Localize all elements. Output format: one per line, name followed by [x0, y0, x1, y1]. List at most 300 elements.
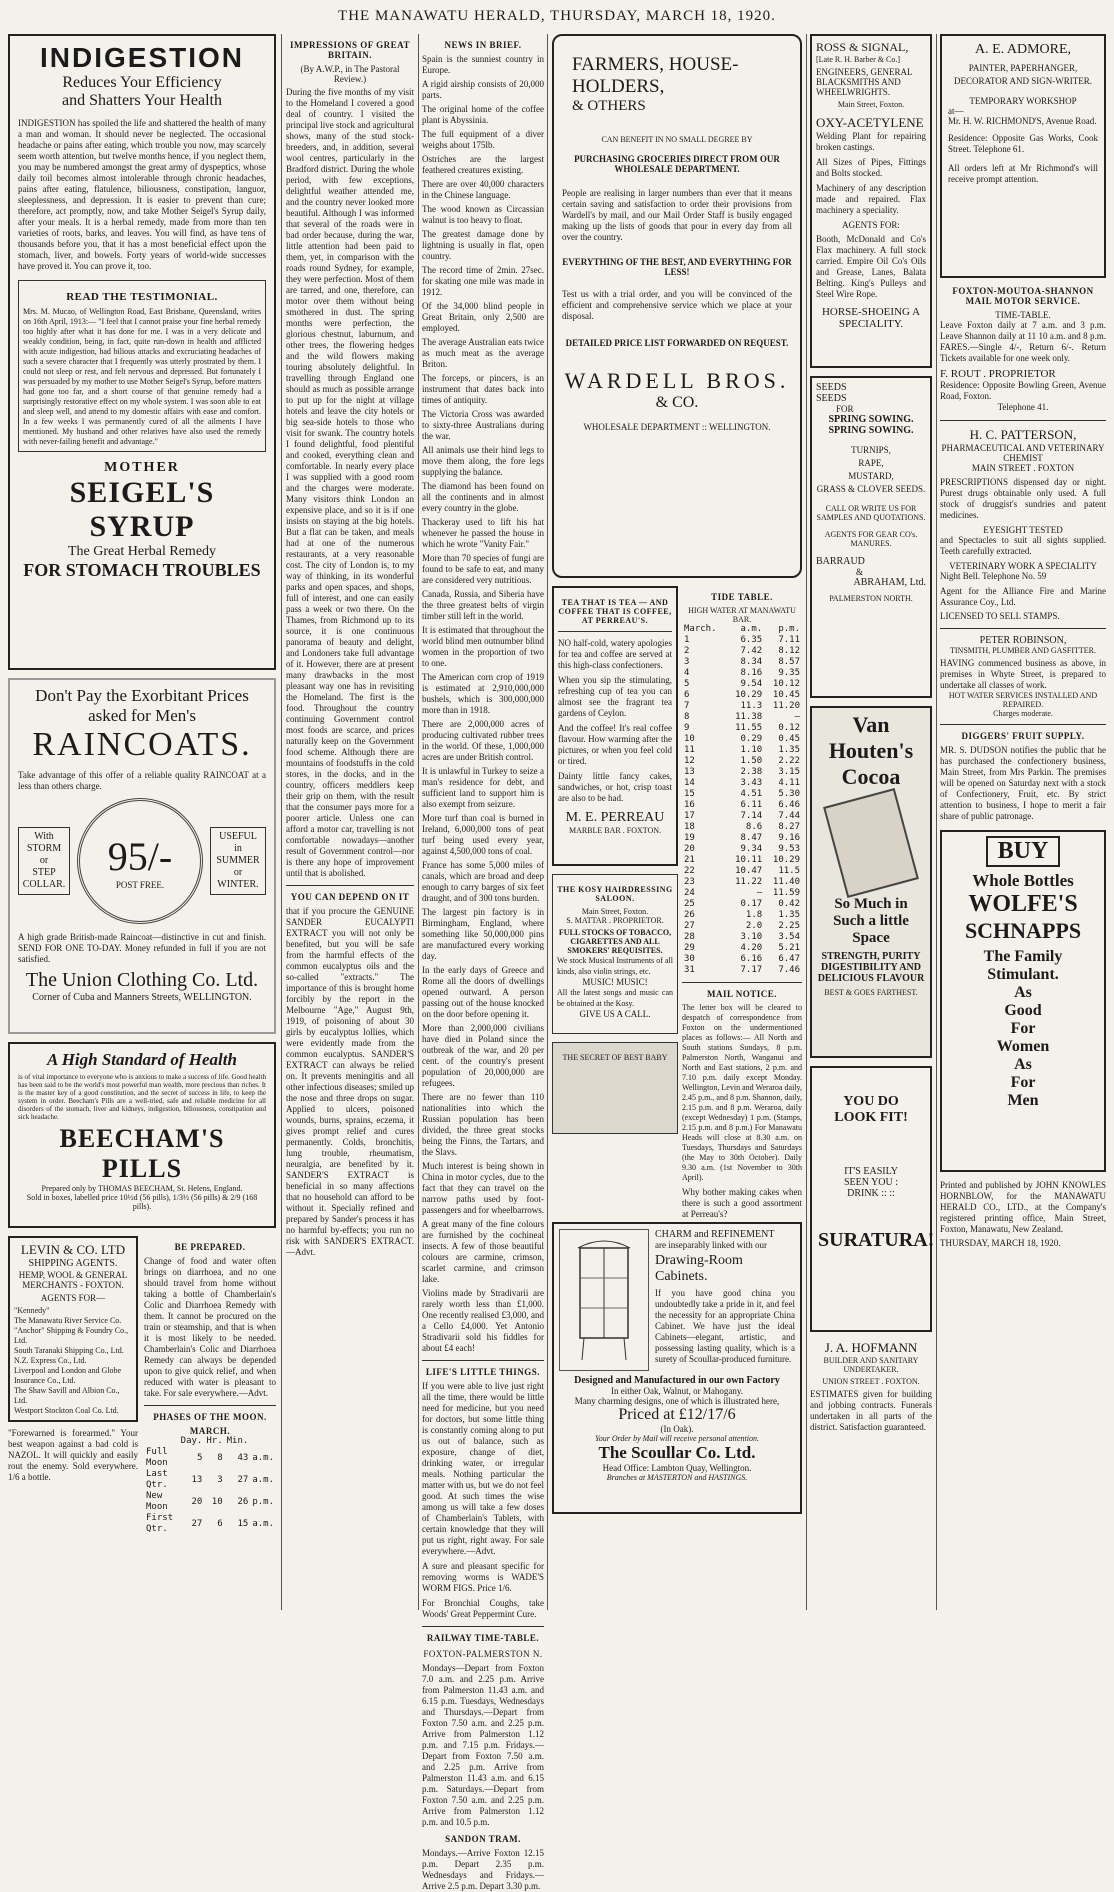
brand-name: Houten's — [828, 738, 914, 763]
brand-name: SEIGEL'S SYRUP — [69, 476, 215, 543]
table-row: 10 0.29 0.45 — [684, 734, 800, 744]
news-item: The greatest damage done by lightning is usually in flat, open country. — [422, 229, 544, 261]
company-role: SHIPPING AGENTS. — [28, 1258, 118, 1269]
ad-body: ESTIMATES given for building and jobbing contracts. Funerals undertaken in all parts of the district. Satisfaction guaranteed. — [810, 1389, 932, 1432]
agent-item: The Manawatu River Service Co. — [14, 1316, 122, 1325]
ad-text: PURCHASING GROCERIES DIRECT FROM OUR WHOLESALE DEPARTMENT. — [574, 154, 780, 174]
ad-body: Welding Plant for repairing broken castings. — [816, 131, 926, 152]
table-row: 26 1.8 1.35 — [684, 910, 800, 920]
ad-body: Test us with a trial order, and you will be convinced of the efficient and comprehensive service which we place at your disposal. — [562, 289, 792, 321]
company-name: LEVIN & CO. LTD — [20, 1242, 126, 1257]
news-item: All animals use their hind legs to move them along, the fore legs supplying the balance. — [422, 445, 544, 477]
table-row: 18 8.6 8.27 — [684, 822, 800, 832]
ad-text: Main Street, Foxton. — [837, 100, 905, 109]
article-body: Mondays.—Arrive Foxton 12.15 p.m. Depart 2.35 p.m. Wednesdays and Fridays.—Arrive 2.5 p.m. Depart 3.30 p.m. — [422, 1848, 544, 1891]
company-name: A. E. ADMORE, — [974, 42, 1072, 57]
ad-text: Mr. H. W. RICHMOND'S, Avenue Road. — [948, 116, 1097, 126]
table-row: 1 6.35 7.11 — [684, 635, 800, 645]
ad-title: FOXTON-MOUTOA-SHANNON MAIL MOTOR SERVICE. — [952, 286, 1094, 306]
daisy-ad — [552, 1042, 678, 1134]
ad-text: AGENTS FOR: — [842, 220, 900, 230]
ad-line: The Family — [983, 948, 1063, 965]
table-row: 16 6.11 6.46 — [684, 800, 800, 810]
cocoa-tin-icon — [823, 788, 919, 898]
company-name: PETER ROBINSON, — [979, 635, 1067, 646]
ad-line: Reduces Your Efficiency — [62, 74, 222, 91]
ad-text: CAN BENEFIT IN NO SMALL DEGREE BY — [601, 135, 753, 144]
agent-item: The Shaw Savill and Albion Co., Ltd. — [14, 1386, 120, 1405]
column-6 — [810, 34, 935, 1610]
table-row: 25 0.17 0.42 — [684, 899, 800, 909]
column-rule — [547, 34, 548, 1610]
ad-text: Residence: Opposite Gas Works, Cook Street. Telephone 61. — [948, 133, 1098, 154]
ad-text: Your Order by Mail will receive personal attention. — [595, 1434, 759, 1443]
seed-item: GRASS & CLOVER SEEDS. — [816, 484, 926, 494]
news-item: Violins made by Stradivarii are rarely worth less than £1,000. One recently realised £3,000, and a Cello £4,000. Yet Antonio Stradivarii sold his fiddles for about £4 each! — [422, 1288, 544, 1353]
article-title: YOU CAN DEPEND ON IT — [290, 892, 410, 902]
notice: A sure and pleasant specific for removing worms is WADE'S WORM FIGS. Price 1/6. — [422, 1561, 544, 1593]
ad-title: OXY-ACETYLENE — [816, 115, 924, 130]
feature-line: USEFUL — [219, 831, 257, 842]
ad-line: DRINK :: :: — [847, 1188, 895, 1199]
ad-text: [Late R. H. Barber & Co.] — [816, 55, 900, 64]
table-header: p.m. — [778, 624, 800, 634]
masthead: THE MANAWATU HERALD, THURSDAY, MARCH 18, 1920. — [338, 8, 776, 24]
ad-text: LICENSED TO SELL STAMPS. — [940, 611, 1060, 621]
table-row: 14 3.43 4.11 — [684, 778, 800, 788]
table-row: 19 8.47 9.16 — [684, 833, 800, 843]
feature-line: in — [234, 843, 242, 854]
table-row: 6 10.29 10.45 — [684, 690, 800, 700]
brand-line: The Great Herbal Remedy — [67, 544, 217, 559]
ad-text: SEEDS — [816, 382, 847, 393]
company-name: BARRAUD — [816, 556, 865, 567]
ad-text: SPRING SOWING. — [828, 425, 914, 436]
news-item: The forceps, or pincers, is an instrument that dates back into times of antiquity. — [422, 373, 544, 405]
brand-name: SURATURA! — [818, 1229, 935, 1251]
sold-in: Sold in boxes, labelled price 10½d (56 pills), 1/3½ (56 pills) & 2/9 (168 pills). — [26, 1193, 258, 1211]
table-row: 29 4.20 5.21 — [684, 943, 800, 953]
news-item: A rigid airship consists of 20,000 parts. — [422, 79, 544, 100]
column-4-5 — [552, 34, 802, 1610]
brand-line: MOTHER — [104, 460, 180, 475]
table-row: First Qtr. 27 6 15 a.m. — [146, 1513, 274, 1534]
ad-text: THE SECRET OF BEST BABY — [562, 1053, 668, 1062]
ad-title: A High Standard of Health — [47, 1050, 237, 1069]
company-name: WARDELL BROS. — [564, 368, 790, 393]
company-name: M. E. PERREAU — [565, 810, 665, 825]
raincoats-ad — [8, 678, 276, 1034]
ad-text: are inseparably linked with our — [655, 1240, 767, 1250]
ad-body: NO half-cold, watery apologies for tea and coffee are served at this high-class confectioners. — [558, 638, 672, 670]
brand-name: Van — [852, 712, 890, 737]
news-item: A great many of the fine colours are furnished by the cochineal insects. A few of those beautiful colours are carmine, crimson, scarlet carmine, and crimson lake. — [422, 1219, 544, 1284]
ad-text: MUSIC! MUSIC! — [582, 977, 648, 987]
column-rule — [806, 34, 807, 1610]
ad-text: In either Oak, Walnut, or Mahogany. — [611, 1386, 743, 1396]
news-item: It is unlawful in Turkey to seize a man's residence for debt, and sufficient land to support him is also exempt from seizure. — [422, 766, 544, 809]
ad-line: YOU DO — [843, 1094, 899, 1109]
seed-item: RAPE, — [858, 458, 884, 468]
agent-item: N.Z. Express Co., Ltd. — [14, 1356, 87, 1365]
company-name: ROSS & SIGNAL, — [816, 40, 909, 54]
table-row: 13 2.38 3.15 — [684, 767, 800, 777]
news-item: The average Australian eats twice as much meat as the average Briton. — [422, 337, 544, 369]
news-item: The American corn crop of 1919 is estimated at 2,910,000,000 bushels, which is 300,000,000 more than in 1918. — [422, 672, 544, 715]
ad-text: STRENGTH, PURITY DIGESTIBILITY AND DELICIOUS FLAVOUR — [817, 951, 925, 984]
ad-line: Stimulant. — [987, 966, 1059, 983]
news-item: Ostriches are the largest feathered creatures existing. — [422, 154, 544, 175]
table-row: 30 6.16 6.47 — [684, 954, 800, 964]
article-body: Change of food and water often brings on diarrhoea, and no one should travel from home without taking a bottle of Chamberlain's Colic and Diarrhoea Remedy with them. It cannot be procured on the train or steamship, and that is when it is most likely to be needed. Chamberlain's Colic and Diarrhoea Remedy can always be depended upon to give quick relief, and when reduced with water is pleasant to take. For sale everywhere.—Advt. — [144, 1256, 276, 1398]
ad-line: HOLDERS, — [572, 76, 665, 97]
brand-name: BEECHAM'S PILLS — [59, 1124, 225, 1183]
seeds-ad — [810, 376, 932, 698]
levin-ad — [8, 1236, 138, 1422]
news-item: Thackeray used to lift his hat whenever he passed the house in which he wrote "Vanity Fair." — [422, 517, 544, 549]
agents-heading: AGENTS FOR— — [40, 1293, 106, 1303]
feature-line: STEP — [32, 867, 56, 878]
ad-body: and Spectacles to suit all sights supplied. Teeth carefully extracted. — [940, 535, 1106, 556]
ad-text: Telephone 41. — [997, 402, 1049, 412]
mail-notice: The letter box will be cleared to despatch of correspondence from Foxton on the undermentioned places as follows:— All North and South stations Sundays, 8 p.m. Palmerston North, Wanganui and North and East stations, 2 p.m. and 7.10 p.m. daily except Monday. Wellington, Levin and Weraroa daily, 2.45 p.m., and 8 p.m. Shannon, daily, 2.15 p.m. and 8 p.m. Weraroa, daily (except Wednesday) 1 p.m. (Stamps, 2.15 p.m. and 8 p.m.) For Manawatu Heads will close at 8.30 a.m. on Tuesdays, Thursdays and Saturdays (the May to 30th October). Daily 9.30 a.m. (1st November to 30th April). — [682, 1003, 802, 1182]
beecham-ad — [8, 1042, 276, 1228]
ad-body: Booth, McDonald and Co's Flax machinery. A full stock carried. Empire Oil Co's Oils and Grease, Lanes, Balata Belting. King's Pulleys and Steel Wire Rope. — [816, 234, 926, 299]
admore-ad — [940, 34, 1106, 278]
ad-text: So Much in — [834, 896, 908, 912]
ad-text: AGENTS FOR GEAR CO's. MANURES. — [824, 530, 918, 548]
ad-body: When you sip the stimulating, refreshing cup of tea you can almost see the fragrant tea gardens of Ceylon. — [558, 675, 672, 718]
feature-line: WINTER. — [217, 879, 259, 890]
ross-signal-ad — [810, 34, 932, 368]
table-row: 27 2.0 2.25 — [684, 921, 800, 931]
ad-line: asked for Men's — [88, 706, 196, 725]
company-address: PALMERSTON NORTH. — [829, 594, 913, 603]
ad-title: TEA THAT IS TEA — AND COFFEE THAT IS COFFEE, AT PERREAU'S. — [558, 598, 672, 625]
ad-body: If you have good china you undoubtedly take a pride in it, and feel the necessity for an appropriate China Cabinet. We have just the ideal Cabinets—elegant, artistic, and possessing lasting quality, which is a surety of Scoullar-produced furniture. — [655, 1288, 795, 1364]
column-rule — [936, 34, 937, 1610]
feature-line: SUMMER — [216, 855, 260, 866]
company-address: MAIN STREET . FOXTON — [971, 463, 1075, 473]
perreau-ad — [552, 586, 678, 866]
ad-text: CHARM and REFINEMENT — [655, 1229, 775, 1240]
diggers-ad — [940, 731, 1106, 822]
ad-text: at— — [948, 106, 964, 116]
section-title: BE PREPARED. — [174, 1242, 246, 1252]
ad-line: LOOK FIT! — [834, 1110, 908, 1125]
column-3 — [422, 34, 544, 1891]
scoullar-ad — [552, 1222, 802, 1514]
ad-line: Women — [996, 1038, 1050, 1055]
ad-text: All the latest songs and music can be obtained at the Kosy. — [557, 988, 673, 1008]
testimonial-heading: READ THE TESTIMONIAL. — [66, 291, 218, 303]
ad-line: For — [1010, 1074, 1036, 1091]
news-item: In the early days of Greece and Rome all the doors of dwellings opened outward. A person passing out of the house knocked on the door before opening it. — [422, 965, 544, 1019]
ad-text: S. MATTAR . PROPRIETOR. — [566, 916, 664, 925]
news-item: Of the 34,000 blind people in Great Britain, only 2,500 are employed. — [422, 301, 544, 333]
price-badge — [77, 798, 203, 924]
motor-service-ad — [940, 286, 1106, 412]
ad-line: Don't Pay the Exorbitant Prices — [35, 686, 249, 705]
ad-text: Agent for the Alliance Fire and Marine Assurance Coy., Ltd. — [940, 586, 1106, 607]
news-item: Much interest is being shown in China in motor cycles, due to the fact that they can travel on the narrow paths used by foot-passengers and for wheelbarrows. — [422, 1161, 544, 1215]
column-7 — [940, 34, 1106, 1610]
ad-text: Designed and Manufactured in our own Factory — [574, 1375, 780, 1386]
cabinet-illustration — [559, 1229, 649, 1371]
table-header: Day. — [180, 1436, 203, 1446]
post-free: POST FREE. — [115, 879, 165, 890]
article-title: RAILWAY TIME-TABLE. — [426, 1633, 540, 1643]
patterson-ad — [940, 427, 1106, 622]
company-name: ABRAHAM, Ltd. — [853, 577, 926, 588]
ad-text: VETERINARY WORK A SPECIALITY — [949, 561, 1097, 571]
tide-table — [682, 624, 802, 976]
company-role: HEMP, WOOL & GENERAL MERCHANTS - FOXTON. — [18, 1270, 128, 1290]
notice: For Bronchial Coughs, take Woods' Great Peppermint Cure. — [422, 1598, 544, 1619]
column-2 — [286, 34, 414, 1610]
feature-line: or — [233, 867, 243, 878]
company-name: The Union Clothing Co. Ltd. — [25, 969, 259, 991]
brand-name: SCHNAPPS — [964, 918, 1082, 943]
table-row: 17 7.14 7.44 — [684, 811, 800, 821]
company-address: Branches at MASTERTON and HASTINGS. — [606, 1473, 748, 1482]
ad-text: Such a little — [833, 913, 909, 929]
ad-line: For — [1010, 1020, 1036, 1037]
ad-text: EVERYTHING OF THE BEST, AND EVERYTHING FOR LESS! — [562, 257, 792, 277]
company-name: H. C. PATTERSON, — [969, 427, 1077, 442]
ad-text: & — [856, 567, 864, 577]
brand-name: WOLFE'S — [968, 891, 1078, 917]
indigestion-ad — [8, 34, 276, 670]
ad-text: Charges moderate. — [993, 709, 1053, 718]
company-name: & CO. — [655, 394, 699, 411]
news-item: Spain is the sunniest country in Europe. — [422, 54, 544, 75]
company-address: Head Office: Lambton Quay, Wellington. — [602, 1463, 752, 1473]
ad-text: BUILDER AND SANITARY UNDERTAKER. — [823, 1356, 919, 1374]
ad-title: INDIGESTION — [39, 42, 244, 73]
ad-text: GIVE US A CALL. — [579, 1009, 651, 1019]
agent-item: Liverpool and London and Globe Insurance Co., Ltd. — [14, 1366, 122, 1385]
article-byline: (By A.W.P., in The Pastoral Review.) — [300, 64, 400, 84]
section-title: MAIL NOTICE. — [706, 989, 777, 999]
article-title: NEWS IN BRIEF. — [444, 40, 522, 50]
news-item: The original home of the coffee plant is Abyssinia. — [422, 104, 544, 125]
table-header: March. — [684, 624, 717, 634]
price: 95/- — [107, 833, 173, 879]
table-row: 3 8.34 8.57 — [684, 657, 800, 667]
agent-item: South Taranaki Shipping Co., Ltd. — [14, 1346, 124, 1355]
company-address: Corner of Cuba and Manners Streets, WELLINGTON. — [32, 992, 252, 1003]
table-row: New Moon 20 10 26 p.m. — [146, 1491, 274, 1512]
table-row: 23 11.22 11.40 — [684, 877, 800, 887]
article-title: IMPRESSIONS OF GREAT BRITAIN. — [289, 40, 411, 60]
hofmann-ad — [810, 1340, 932, 1433]
news-item: The largest pin factory is in Birmingham, England, where something like 50,000,000 pins are manufactured every working day. — [422, 907, 544, 961]
company-address: WHOLESALE DEPARTMENT :: WELLINGTON. — [583, 422, 771, 432]
company-address: MARBLE BAR . FOXTON. — [568, 826, 662, 835]
news-item: The wood known as Circassian walnut is too heavy to float. — [422, 204, 544, 225]
ad-title: RAINCOATS. — [32, 726, 252, 763]
column-rule — [281, 34, 282, 1610]
feature-line: or — [39, 855, 49, 866]
agent-item: "Anchor" Shipping & Foundry Co., Ltd. — [14, 1326, 129, 1345]
ad-line: FARMERS, HOUSE- — [572, 54, 739, 75]
ad-text: All orders left at Mr Richmond's will receive prompt attention. — [948, 163, 1098, 184]
table-subtitle: HIGH WATER AT MANAWATU BAR. — [688, 606, 796, 624]
ad-title: Drawing-Room Cabinets. — [655, 1253, 743, 1284]
feature-line: STORM — [26, 843, 62, 854]
ad-line: SEEN YOU : — [843, 1177, 899, 1188]
ad-text: F. ROUT . PROPRIETOR — [940, 368, 1056, 380]
table-header: a.m. — [740, 624, 763, 634]
company-name: J. A. HOFMANN — [824, 1340, 918, 1355]
brand-line: FOR STOMACH TROUBLES — [23, 560, 261, 580]
news-item: Canada, Russia, and Siberia have the three greatest belts of virgin timber still left in the world. — [422, 589, 544, 621]
testimonial-text: Mrs. M. Mucao, of Wellington Road, East Brisbane, Queensland, writes on 16th April, 1913:— "I feel that I cannot praise your fine herbal remedy too highly after what it has done for me. I was in a very delicate and weakly condition, being, in fact, quite run-down in health and afflicted with acute indigestion, had bilious attacks and excruciating headaches of such a severe character that I frequently was utterly prostrated by them. I could not sleep or rest, and felt nervous and depressed. But fortunately I was persuaded by my mother to use Mother Seigel's Syrup, before matters had gone too far, and a short course of that genuine remedy had a surprisingly restorative effect on my whole system. I was soon able to eat and sleep well, and attend to my domestic affairs with ease and comfort. In a few weeks I was permanently cured of all the ailments I have mentioned. My husband and other relatives have also used the remedy with never-failing benefit and advantage." — [23, 307, 261, 446]
table-row: Full Moon 5 8 43 a.m. — [146, 1447, 274, 1468]
article-body: that if you procure the GENUINE SANDER EUCALYPTI EXTRACT you will not only be benefited, but you will be safe from the harmful effects of the common eucalyptus oils and the so-called "extracts." The importance of this is brought home forcibly by the report in the Melbourne "Age," August 9th, 1919, of poisoning of about 30 girls by eucalyptus lollies, which were evidently made from the common eucalyptus. SANDER'S EXTRACT can always be relied on. It prevents meningitis and all other infectious diseases; smiled up the nose and three drops on sugar. Applied to ulcers, poisoned wounds, burns, sprains, eczema, it gives prompt relief and cures permanently. Colds, bronchitis, lung trouble, rheumatism, neuralgia, are benefited by it. SANDER'S EXTRACT is beneficial in so many affections that no household can afford to be without it. Specially refined and prepared by Sander's process it has no harmful by-effects; you run no risk with SANDER'S EXTRACT.—Advt. — [286, 906, 414, 1257]
ad-price: Priced at £12/17/6 — [618, 1406, 736, 1423]
ad-text: (In Oak). — [660, 1424, 694, 1434]
ad-body: Dainty little fancy cakes, sandwiches, or hot, crisp toast are also to be had. — [558, 771, 672, 803]
moon-month: MARCH. — [189, 1426, 231, 1436]
news-item: France has some 5,000 miles of canals, which are broad and deep enough to carry barges of six feet draught, and of 300 tons burden. — [422, 860, 544, 903]
seed-item: MUSTARD, — [848, 471, 894, 481]
nazol-notice: "Forewarned is forearmed." Your best weapon against a bad cold is NAZOL. It will quickly and easily rout the enemy. Sold everywhere. 1/6 a bottle. — [8, 1428, 138, 1482]
ad-text: BUY — [986, 836, 1060, 867]
article-body: Mondays—Depart from Foxton 7.0 a.m. and 2.25 p.m. Arrive from Palmerston 11.43 a.m. and 6.15 p.m. Tuesdays, Wednesdays and Thursdays.—Depart from Foxton 7.50 a.m. and 2.25 p.m. Arrive from Palmerston 1.12 p.m. and 7.15 p.m. Fridays.—Depart from Foxton 7.50 a.m. and 2.25 p.m. Arrive from Palmerston 11.43 a.m. and 6.15 p.m. Saturdays.—Depart from Foxton 7.50 a.m. and 2.25 p.m. Arrive from Palmerston 1.12 p.m. and 10.5 p.m. — [422, 1663, 544, 1827]
prepared-by: Prepared only by THOMAS BEECHAM, St. Helens, England. — [41, 1184, 243, 1193]
table-row: Last Qtr. 13 3 27 a.m. — [146, 1469, 274, 1490]
ad-text: CALL OR WRITE US FOR SAMPLES AND QUOTATIONS. — [816, 504, 926, 522]
news-item: There are 2,000,000 acres of producing cultivated rubber trees in the world. Of these, 1,000,000 acres are under British control. — [422, 719, 544, 762]
ad-body: INDIGESTION has spoiled the life and shattered the health of many a man and woman. It should never be neglected. The occasional headache or pains after eating, which trouble you now, may scarcely seem worth attention, but twelve months hence, if you neglect them, you may be numbered amongst the great army of dyspeptics, whose daily toil becomes almost intolerable through chronic headaches, pains after eating, flatulence, biliousness, constipation, languor, sleeplessness, and depression. It is easier to prevent than cure; therefore, act promptly, now, and take Mother Seigel's Syrup daily, after your meals. It is a herbal remedy, made from more than ten varieties of roots, barks, and leaves. You will find, as have tens of thousands before you, that it has a most beneficial effect upon the stomach, liver, and bowels. Forty years of world-wide successes have proved it. You can prove it, too. — [18, 118, 266, 271]
kosy-ad — [552, 874, 678, 1034]
article-body: If you were able to live just right all the time, there would be little need for medicine, but you need for doctors, but some little thing is constantly coming along to put us out of balance, such as exposure, change of diet, drinking water, or irregular meals. Nothing particular the matter with us, but we do not feel good. At such times the wise among us will take a few doses of Chamberlain's Tablets, with certain knowledge that they will put us right, right away. For sale everywhere.—Advt. — [422, 1381, 544, 1556]
ad-line: Whole Bottles — [972, 871, 1074, 890]
table-row: 12 1.50 2.22 — [684, 756, 800, 766]
table-row: 11 1.10 1.35 — [684, 745, 800, 755]
table-header: Hr. — [206, 1436, 223, 1446]
table-row: 8 11.38 — — [684, 712, 800, 722]
ad-line: As — [1014, 984, 1032, 1001]
table-row: 9 11.55 0.12 — [684, 723, 800, 733]
ad-text: ENGINEERS, GENERAL BLACKSMITHS AND WHEELWRIGHTS. — [816, 67, 913, 97]
ad-body: And the coffee! It's real coffee flavour. How warming after the pictures, or when you feel cold or tired. — [558, 723, 672, 766]
seed-item: TURNIPS, — [851, 445, 891, 455]
table-row: 28 3.10 3.54 — [684, 932, 800, 942]
ad-line: and Shatters Your Health — [62, 92, 222, 109]
news-item: There are over 40,000 characters in the Chinese language. — [422, 179, 544, 200]
news-item: The Victoria Cross was awarded to sixty-three Australians during the war. — [422, 409, 544, 441]
table-title: TIDE TABLE. — [711, 592, 773, 602]
ad-line: & OTHERS — [572, 98, 646, 114]
ad-text: TIME-TABLE. — [995, 310, 1051, 320]
table-row: 2 7.42 8.12 — [684, 646, 800, 656]
news-item: More than 2,000,000 civilians have died in Poland since the outbreak of the war, and 20 per cent. of the country's present population of 20,000,000 are refugees. — [422, 1023, 544, 1088]
ad-body: PRESCRIPTIONS dispensed day or night. Purest drugs obtainable only used. A full stock of druggist's sundries and patent medicines. — [940, 477, 1106, 520]
ad-text: DETAILED PRICE LIST FORWARDED ON REQUEST. — [565, 338, 789, 348]
van-houten-ad — [810, 706, 932, 1058]
ad-text: Main Street, Foxton. — [581, 907, 649, 916]
table-row: 24 — 11.59 — [684, 888, 800, 898]
table-row: 21 10.11 10.29 — [684, 855, 800, 865]
article-title: LIFE'S LITTLE THINGS. — [425, 1367, 541, 1377]
table-row: 20 9.34 9.53 — [684, 844, 800, 854]
ad-line: Men — [1007, 1092, 1039, 1109]
cabinet-icon — [560, 1230, 648, 1370]
ad-text: FULL STOCKS OF TOBACCO, CIGARETTES AND ALL SMOKERS' REQUISITES. — [558, 928, 672, 955]
ad-sub: Take advantage of this offer of a reliable quality RAINCOAT at a less than others charge. — [18, 770, 266, 791]
wardell-ad — [552, 34, 802, 578]
ad-body: MR. S. DUDSON notifies the public that he has purchased the confectionery business, Main Street, from Mrs Parkin. The premises will be opened on Saturday next with a stock of Confectionery, Fruit, etc. By strict attention to business, I hope to merit a fair share of public patronage. — [940, 745, 1106, 821]
table-row: 31 7.17 7.46 — [684, 965, 800, 975]
news-item: It is estimated that throughout the world blind men outnumber blind women in the proportion of two to one. — [422, 625, 544, 668]
news-item: The diamond has been found on all the continents and in almost every country in the globe. — [422, 481, 544, 513]
ad-text: Space — [852, 930, 890, 946]
ad-text: SPRING SOWING. — [828, 414, 914, 425]
article-body: During the five months of my visit to the Homeland I covered a good deal of country. I visited the principal live stock and agricultural shows, many of the stud stock-breeders, and, in addition, several wool centres, particularly in the Bradford district. During the whole period, with few exceptions, delightful weather attended me, and the country never looked more beautiful. Although I was informed that several of the roads were in bad order because, during the war, little attention had been paid to them, yet, in comparison with the roads round Sydney, for example, they were perfection. Most of them are tarred, and one, therefore, can motor over them without being smothered in dust. The spring months were perfection, the glorious chestnut, laburnum, and other trees, the flowering hedges and the wild flowers making touring absolutely delightful. In travelling through England one should as much as possible arrange to put up for the night at village hotels and leave the city hotels or big sea-side hotels to those who visit for swank. The country hotels I found delightful, food plentiful and cooked, everything clean and comfortable. In nearly every place I was supplied with a good room and the charges were moderate. Many visitors think London an expensive place, and so it is if one insists on staying at the big hotels. But a flat can be taken, and meals had at one of the numerous restaurants, at a very reasonable cost. The city of London is, to my way of thinking, in its wonderful parks and open spaces, and shops, full of interest, and one can easily pass a week or two there. On the Thames, from Richmond up to its source, it is one continuous panorama of beauty and delight, and Londoners take full advantage of it. However, there are at present many drawbacks in the most pleasant way one has in revisiting the Homeland. The first is the food. Throughout the country continuing Government control most foods are scarce, and prices naturally keep on the Government food scheme. Although there are mountains of foodstuffs in the cold stores, in the docks, and in the country, officers meddlers keep their grip on them, with the result that the consumer pays more for a poorer article. Unless one can afford a motor car, travelling is not comfortable nowadays—another result of Government control—nor is there any hope of improvement until that is abolished. — [286, 87, 414, 878]
ad-body: is of vital importance to everyone who is anxious to make a success of life. Good health has been said to be the world's most powerful man wealth, more precious than riches. It is the master key of a good constitution, and the secret of success in life, to keep the system in order. Beecham's Pills are a well-tried, safe and reliable medicine for all disorders of the stomach, liver and kidneys, indigestion, biliousness, constipation and sick headache. — [18, 1073, 266, 1121]
ad-text: HOT WATER SERVICES INSTALLED AND REPAIRED. — [948, 691, 1098, 709]
ad-line: As — [1014, 1056, 1032, 1073]
ad-title: THE KOSY HAIRDRESSING SALOON. — [557, 885, 673, 903]
moon-table — [144, 1436, 276, 1535]
ad-text: FOR — [836, 404, 854, 414]
ad-title: HORSE-SHOEING A SPECIALITY. — [821, 306, 921, 330]
agent-item: Westport Stockton Coal Co. Ltd. — [14, 1406, 119, 1415]
ad-body: People are realising in larger numbers than ever that it means certain saving and satisfaction to order their provisions from Wardell's by mail, and our Mail Order Staff is busily engaged making up the lists of goods that pour in every day from all over the country. — [562, 188, 792, 242]
news-item: The record time of 2min. 27sec. for skating one mile was made in 1912. — [422, 265, 544, 297]
section-title: PHASES OF THE MOON. — [153, 1412, 267, 1422]
table-row: 22 10.47 11.5 — [684, 866, 800, 876]
ad-body: All Sizes of Pipes, Fittings and Bolts stocked. — [816, 157, 926, 178]
ad-text: PHARMACEUTICAL AND VETERINARY CHEMIST — [941, 443, 1105, 463]
ad-text: TINSMITH, PLUMBER AND GASFITTER. — [949, 646, 1096, 655]
table-row: 15 4.51 5.30 — [684, 789, 800, 799]
brand-name: Cocoa — [841, 764, 901, 789]
ad-desc: A high grade British-made Raincoat—distinctive in cut and finish. SEND FOR ONE TO-DAY. Money refunded in full if you are not satisfied. — [18, 932, 266, 964]
ad-line: IT'S EASILY — [844, 1166, 898, 1177]
ad-title: DIGGERS' FRUIT SUPPLY. — [961, 731, 1085, 741]
feature-line: COLLAR. — [22, 879, 66, 890]
ad-text: Night Bell. Telephone No. 59 — [940, 571, 1047, 581]
ad-line: Good — [1004, 1002, 1042, 1019]
robinson-ad — [940, 635, 1106, 718]
imprint: Printed and published by JOHN KNOWLES HORNBLOW, for the MANAWATU HERALD CO., LTD., at the Company's registered printing office, Main Street, Foxton, Manawatu, New Zealand. — [940, 1180, 1106, 1234]
ad-text: Residence: Opposite Bowling Green, Avenue Road, Foxton. — [940, 380, 1106, 401]
article-subtitle: FOXTON-PALMERSTON N. — [423, 1649, 543, 1659]
company-address: UNION STREET . FOXTON. — [822, 1377, 920, 1386]
agent-item: "Kennedy" — [14, 1306, 50, 1315]
table-row: 7 11.3 11.20 — [684, 701, 800, 711]
ad-text: SEEDS — [816, 393, 847, 404]
ad-text: TEMPORARY WORKSHOP — [969, 96, 1077, 106]
table-row: 5 9.54 10.12 — [684, 679, 800, 689]
notice: Why bother making cakes when there is such a good assortment at Perreau's? — [682, 1187, 802, 1219]
suratura-ad — [810, 1066, 935, 1332]
news-item: More turf than coal is burned in Ireland, 6,000,000 tons of peat turf being used every year, against 4,500,000 tons of coal. — [422, 813, 544, 856]
column-rule — [418, 34, 419, 1610]
feature-line: With — [34, 831, 54, 842]
ad-text: PAINTER, PAPERHANGER, DECORATOR AND SIGN-WRITER. — [953, 63, 1093, 86]
news-item: More than 70 species of fungi are found to be safe to eat, and many are considered very nutritious. — [422, 553, 544, 585]
ad-text: We stock Musical Instruments of all kinds, also violin strings, etc. — [557, 956, 673, 976]
ad-body: Leave Foxton daily at 7 a.m. and 3 p.m. Leave Shannon daily at 11 10 a.m. and 8 p.m. FARES.—Single 4/-, Return 6/-. Return Tickets available for one week only. — [940, 320, 1106, 363]
news-item: The full equipment of a diver weighs about 175lb. — [422, 129, 544, 150]
ad-text: Many charming designs, one of which is illustrated here, — [574, 1396, 780, 1406]
ad-text: EYESIGHT TESTED — [983, 525, 1063, 535]
